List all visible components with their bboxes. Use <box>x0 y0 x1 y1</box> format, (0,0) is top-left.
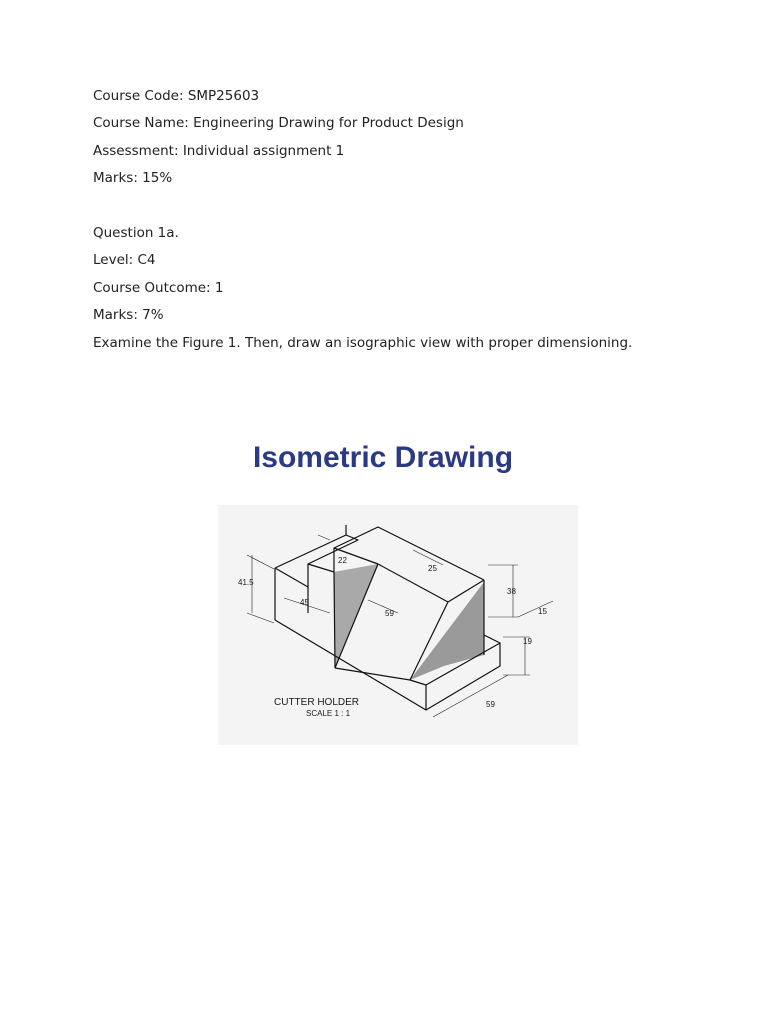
right-inclined-face <box>410 582 484 680</box>
figure-caption: CUTTER HOLDER <box>274 697 360 708</box>
dimension-15: 15 <box>538 607 547 616</box>
dimension-19: 19 <box>523 637 532 646</box>
dimension-41-5: 41.5 <box>238 578 254 587</box>
course-outcome: Course Outcome: 1 <box>93 280 224 296</box>
dimension-lines <box>247 535 553 717</box>
figure-1 <box>218 430 578 745</box>
assessment: Assessment: Individual assignment 1 <box>93 143 345 159</box>
dimension-25: 25 <box>428 564 437 573</box>
dimension-59-bottom: 59 <box>486 700 495 709</box>
dimension-22: 22 <box>338 556 347 565</box>
cutter-holder-drawing <box>218 505 578 745</box>
marks-question: Marks: 7% <box>93 307 164 323</box>
marks-total: Marks: 15% <box>93 170 173 186</box>
level: Level: C4 <box>93 252 156 268</box>
isometric-drawing <box>218 505 578 745</box>
course-code: Course Code: SMP25603 <box>93 88 260 104</box>
dimension-38: 38 <box>507 587 516 596</box>
course-name: Course Name: Engineering Drawing for Product Design <box>93 115 464 131</box>
dimension-45: 45 <box>300 598 309 607</box>
instruction: Examine the Figure 1. Then, draw an isographic view with proper dimensioning. <box>93 335 633 351</box>
figure-scale: SCALE 1 : 1 <box>306 709 351 718</box>
question-label: Question 1a. <box>93 225 179 241</box>
dimension-59-top: 59 <box>385 609 394 618</box>
figure-title: Isometric Drawing <box>252 441 514 474</box>
